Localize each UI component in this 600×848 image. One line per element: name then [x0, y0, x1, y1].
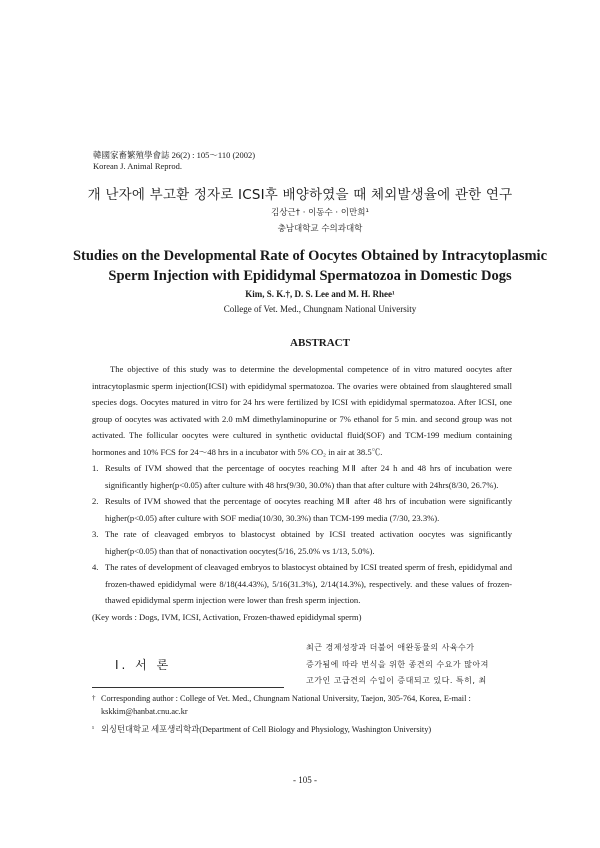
korean-title: 개 난자에 부고환 정자로 ICSI후 배양하였을 때 체외발생율에 관한 연구 — [87, 187, 513, 203]
intro-line: 고가인 고급견의 수입이 증대되고 있다. 특히, 최 — [306, 676, 487, 685]
footnote-mark: † — [92, 694, 96, 702]
footnote-divider — [92, 687, 284, 688]
footnote-email: kskkim@hanbat.cnu.ac.kr — [101, 706, 188, 716]
english-title-line-1: Studies on the Developmental Rate of Oocytes Obtained by Intracytoplasmic — [72, 248, 548, 264]
abstract-body — [92, 361, 512, 625]
result-number: 2. — [92, 496, 99, 506]
footnote-text: Corresponding author : College of Vet. Med., Chungnam National University, Taejon, 305-764, Korea, E-mail : — [101, 694, 471, 703]
footnote-text: 외싱턴대학교 세포생리학과(Department of Cell Biology and Physiology, Washington University) — [101, 725, 432, 734]
footnote-mark: ¹ — [92, 725, 95, 733]
keywords: (Key words : Dogs, IVM, ICSI, Activation, Frozen-thawed epididymal sperm) — [92, 611, 362, 622]
result-item — [92, 493, 512, 526]
journal-line-korean: 韓國家畜繁殖學會誌 26(2) : 105～110 (2002) — [93, 150, 256, 160]
korean-affiliation: 충남대학교 수의과대학 — [277, 224, 363, 234]
english-title-line-2: Sperm Injection with Epididymal Spermatozoa in Domestic Dogs — [108, 268, 512, 284]
result-number: 1. — [92, 463, 99, 473]
intro-line: 증가됨에 따라 번식을 위한 종견의 수요가 많아져 — [306, 659, 489, 669]
result-item — [92, 526, 512, 559]
footnotes — [92, 693, 522, 737]
result-text: Results of IVM showed that the percentage of oocytes reaching MⅡ after 24 h and 48 hrs of incubation were significantly higher(p<0.05) after culture with 48 hrs(9/30, 30.0%) than that after culture with 24hrs(8/30, 26.7%). — [105, 463, 512, 490]
section-heading-introduction: Ⅰ. 서 론 — [115, 658, 172, 672]
english-title — [70, 246, 550, 286]
korean-authors: 김상근† · 이동수 · 이만희¹ — [271, 208, 369, 218]
abstract-paragraph: The objective of this study was to determine the developmental competence of in vitro matured oocytes after intracytoplasmic sperm injection(ICSI) with epididymal spermatozoa. The ovaries were obtained from slaughtered small species dogs. Oocytes matured in vitro for 24 hrs were fertilized by ICSI with epididymal spermatozoa. After ICSI, one group of oocytes was activated with 2.0 mM dimethylaminopurine or 7% ethanol for 5 min. and second group was not activated. The follicular oocytes were cultured in synthetic oviductal fluid(SOF) and TCM-199 medium containing hormones and 10% FCS for 24～48 hrs in a incubator with 5% CO₂ in air at 38.5℃. — [92, 364, 512, 457]
result-item — [92, 559, 512, 609]
abstract-heading: ABSTRACT — [290, 337, 350, 349]
result-number: 4. — [92, 562, 99, 572]
footnote-affiliation — [92, 724, 522, 737]
english-affiliation: College of Vet. Med., Chungnam National University — [223, 304, 417, 314]
result-text: The rates of development of cleavaged embryos to blastocyst obtained by ICSI treated sperm of fresh, epididymal and frozen-thawed epididymal were 8/18(44.43%), 5/16(31.3%), 2/14(14.3%), respectively. and these values of frozen-thawed epididymal sperm injection were lower than fresh sperm injection. — [105, 562, 512, 605]
results-list — [92, 460, 512, 609]
page-number: - 105 - — [293, 775, 317, 785]
journal-citation — [93, 150, 255, 172]
intro-line: 최근 경제성장과 더불어 애완동물의 사육수가 — [306, 643, 475, 652]
introduction-text — [306, 640, 516, 690]
result-number: 3. — [92, 529, 99, 539]
result-item — [92, 460, 512, 493]
result-text: Results of IVM showed that the percentage of oocytes reaching MⅡ after 48 hrs of incubation were significantly higher(p<0.05) after culture with SOF media(10/30, 30.3%) than TCM-199 media (7/30, 23.3%). — [105, 496, 512, 523]
journal-line-english: Korean J. Animal Reprod. — [93, 161, 182, 171]
english-authors: Kim, S. K.†, D. S. Lee and M. H. Rhee¹ — [245, 289, 395, 299]
footnote-corresponding-author — [92, 693, 522, 718]
result-text: The rate of cleavaged embryos to blastocyst obtained by ICSI treated activation oocytes was significantly higher(p<0.05) than that of nonactivation oocytes(5/16, 25.0% vs 1/13, 5.0%). — [105, 529, 512, 556]
